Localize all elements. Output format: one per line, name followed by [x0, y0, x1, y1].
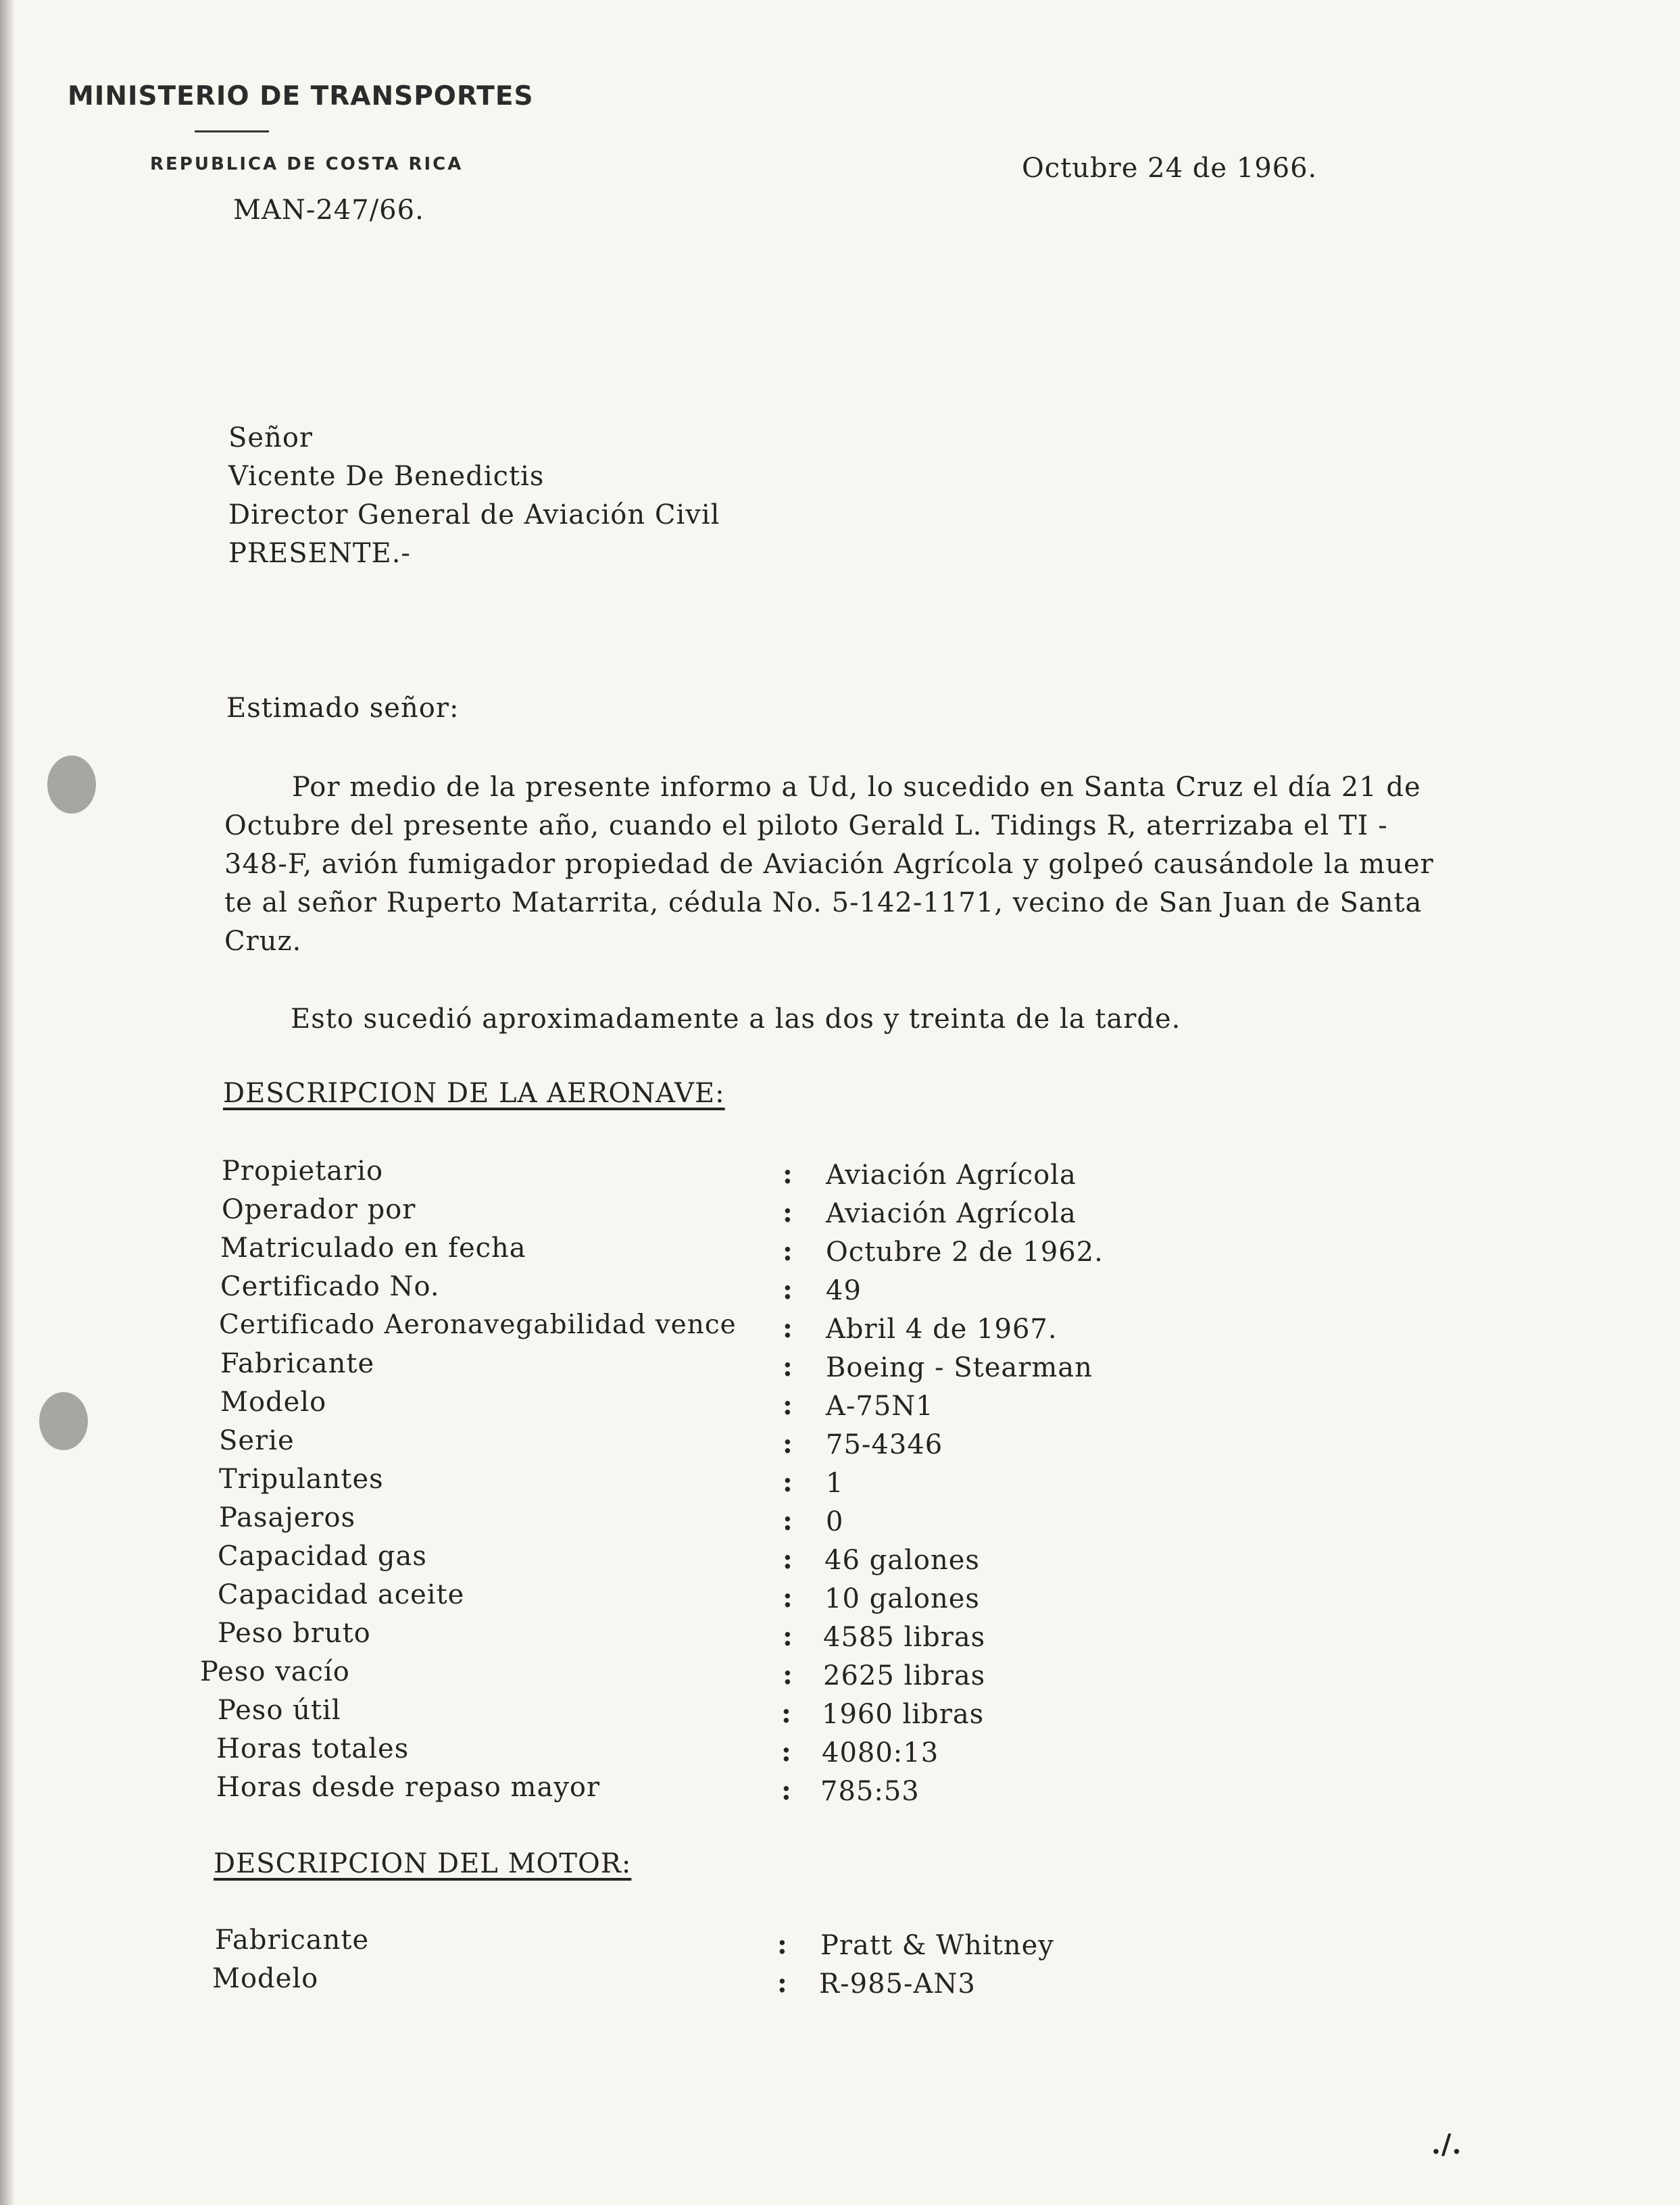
body-line: te al señor Ruperto Matarrita, cédula No. 5-142-1171, vecino de San Juan de Santa [224, 887, 1423, 918]
detail-label: Certificado No. [220, 1271, 440, 1302]
detail-value: 4080:13 [822, 1737, 939, 1768]
detail-value: 1 [826, 1468, 844, 1499]
detail-value: Abril 4 de 1967. [826, 1314, 1058, 1345]
reference-number: MAN-247/66. [233, 195, 424, 226]
detail-value: 46 galones [824, 1545, 980, 1576]
detail-label: Propietario [222, 1156, 384, 1187]
detail-value: 49 [826, 1275, 862, 1306]
detail-label: Horas desde repaso mayor [216, 1772, 601, 1803]
detail-separator: : [783, 1235, 793, 1267]
detail-label: Fabricante [215, 1925, 370, 1956]
detail-value: 2625 libras [823, 1660, 986, 1691]
detail-label: Peso útil [218, 1695, 341, 1726]
detail-separator: : [783, 1543, 793, 1575]
body-line: Por medio de la presente informo a Ud, lo sucedido en Santa Cruz el día 21 de [292, 772, 1421, 803]
detail-separator: : [783, 1197, 793, 1229]
letter-date: Octubre 24 de 1966. [1022, 153, 1318, 184]
detail-value: Octubre 2 de 1962. [826, 1237, 1104, 1268]
detail-separator: : [781, 1736, 791, 1768]
detail-label: Modelo [220, 1387, 327, 1418]
detail-label: Horas totales [216, 1733, 410, 1764]
detail-value: 0 [826, 1506, 844, 1537]
motor-section-heading: DESCRIPCION DEL MOTOR: [214, 1848, 632, 1879]
detail-separator: : [783, 1351, 793, 1383]
detail-separator: : [783, 1158, 793, 1190]
recipient-title: Director General de Aviación Civil [228, 499, 720, 530]
punch-hole-bottom [39, 1392, 88, 1450]
detail-separator: : [783, 1505, 793, 1537]
detail-value: Boeing - Stearman [826, 1352, 1093, 1383]
time-note: Esto sucedió aproximadamente a las dos y treinta de la tarde. [291, 1004, 1181, 1035]
recipient-name: Vicente De Benedictis [228, 461, 545, 492]
detail-separator: : [781, 1775, 791, 1806]
detail-value: 785:53 [820, 1776, 920, 1807]
detail-label: Certificado Aeronavegabilidad vence [219, 1310, 737, 1340]
detail-value: 10 galones [824, 1583, 980, 1614]
body-line: 348-F, avión fumigador propiedad de Aviación Agrícola y golpeó causándole la muer [224, 849, 1434, 880]
detail-value: Pratt & Whitney [820, 1930, 1054, 1961]
detail-value: Aviación Agrícola [826, 1160, 1077, 1191]
detail-value: A-75N1 [826, 1391, 934, 1422]
detail-separator: : [783, 1582, 793, 1614]
detail-label: Peso bruto [218, 1618, 371, 1649]
detail-label: Modelo [212, 1963, 319, 1994]
detail-label: Tripulantes [219, 1464, 384, 1495]
detail-separator: : [783, 1466, 793, 1498]
detail-label: Capacidad gas [218, 1541, 427, 1572]
detail-label: Capacidad aceite [218, 1579, 465, 1610]
body-line: Cruz. [224, 926, 302, 957]
detail-separator: : [777, 1929, 787, 1960]
detail-separator: : [783, 1389, 793, 1421]
detail-separator: : [783, 1312, 793, 1344]
detail-separator: : [777, 1967, 787, 1999]
detail-separator: : [783, 1274, 793, 1306]
detail-separator: : [781, 1698, 791, 1729]
detail-label: Pasajeros [219, 1502, 356, 1533]
punch-hole-top [47, 755, 96, 814]
page-left-edge [0, 0, 15, 2205]
detail-label: Matriculado en fecha [220, 1233, 526, 1264]
detail-value: Aviación Agrícola [826, 1198, 1077, 1229]
detail-separator: : [783, 1428, 793, 1460]
recipient-salutation: Señor [228, 422, 314, 453]
detail-label: Operador por [222, 1194, 416, 1225]
body-line: Octubre del presente año, cuando el piloto Gerald L. Tidings R, aterrizaba el TI - [224, 810, 1388, 841]
detail-value: R-985-AN3 [819, 1968, 976, 2000]
continuation-mark: ./. [1431, 2129, 1462, 2160]
greeting: Estimado señor: [226, 693, 460, 724]
detail-value: 4585 libras [823, 1622, 986, 1653]
republic-name: REPUBLICA DE COSTA RICA [150, 154, 464, 174]
ministry-name: MINISTERIO DE TRANSPORTES [68, 81, 534, 112]
detail-separator: : [783, 1620, 793, 1652]
recipient-presente: PRESENTE.- [228, 538, 411, 569]
detail-label: Fabricante [220, 1348, 375, 1379]
letterhead-rule [195, 130, 269, 132]
detail-label: Peso vacío [200, 1656, 350, 1687]
detail-separator: : [783, 1659, 793, 1691]
detail-value: 1960 libras [822, 1699, 985, 1730]
aircraft-section-heading: DESCRIPCION DE LA AERONAVE: [223, 1078, 725, 1109]
detail-value: 75-4346 [826, 1429, 943, 1460]
detail-label: Serie [219, 1425, 295, 1456]
